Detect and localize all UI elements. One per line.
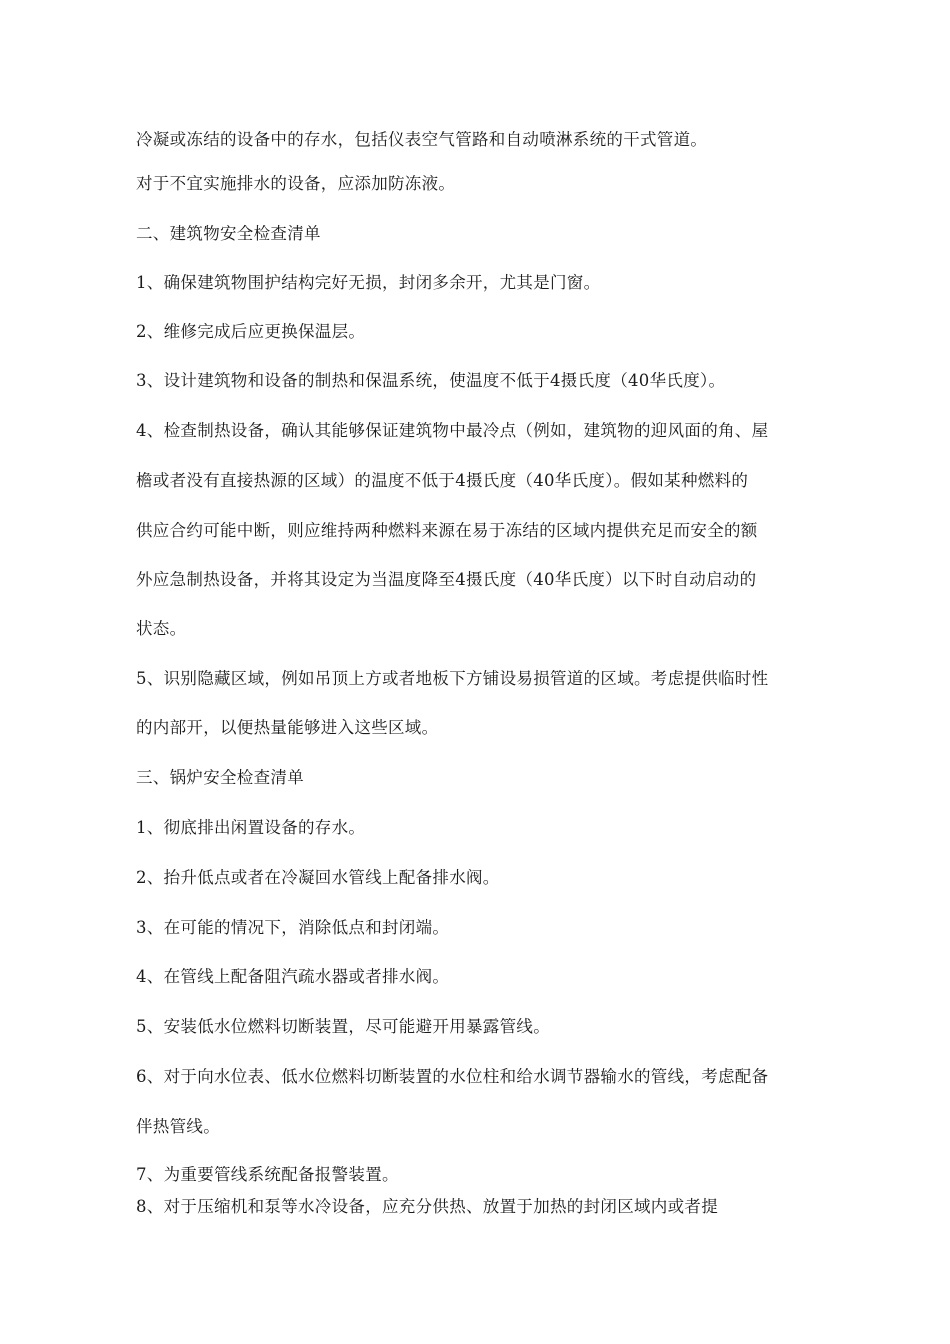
body-text-line: 的内部开，以便热量能够进入这些区域。 <box>136 718 439 737</box>
section-heading: 三、锅炉安全检查清单 <box>136 768 304 787</box>
body-text-line: 对于不宜实施排水的设备，应添加防冻液。 <box>136 174 456 193</box>
list-item: 7、为重要管线系统配备报警装置。 <box>136 1165 399 1184</box>
body-text-line: 冷凝或冻结的设备中的存水，包括仪表空气管路和自动喷淋系统的干式管道。 <box>136 130 708 149</box>
body-text-line: 供应合约可能中断，则应维持两种燃料来源在易于冻结的区域内提供充足而安全的额 <box>136 521 758 540</box>
body-text-line: 外应急制热设备，并将其设定为当温度降至4摄氏度（40华氏度）以下时自动启动的 <box>136 570 757 589</box>
list-item: 2、维修完成后应更换保温层。 <box>136 322 366 341</box>
list-item: 8、对于压缩机和泵等水冷设备，应充分供热、放置于加热的封闭区域内或者提 <box>136 1197 718 1216</box>
section-heading: 二、建筑物安全检查清单 <box>136 224 321 243</box>
list-item: 1、彻底排出闲置设备的存水。 <box>136 818 366 837</box>
body-text-line: 檐或者没有直接热源的区域）的温度不低于4摄氏度（40华氏度）。假如某种燃料的 <box>136 471 749 490</box>
body-text-line: 状态。 <box>136 619 187 638</box>
list-item: 4、在管线上配备阻汽疏水器或者排水阀。 <box>136 967 450 986</box>
list-item: 5、识别隐藏区域，例如吊顶上方或者地板下方铺设易损管道的区域。考虑提供临时性 <box>136 669 769 688</box>
list-item: 1、确保建筑物围护结构完好无损，封闭多余开，尤其是门窗。 <box>136 273 601 292</box>
list-item: 2、抬升低点或者在冷凝回水管线上配备排水阀。 <box>136 868 500 887</box>
list-item: 3、设计建筑物和设备的制热和保温系统，使温度不低于4摄氏度（40华氏度）。 <box>136 371 726 390</box>
list-item: 5、安装低水位燃料切断装置，尽可能避开用暴露管线。 <box>136 1017 550 1036</box>
list-item: 6、对于向水位表、低水位燃料切断装置的水位柱和给水调节器输水的管线，考虑配备 <box>136 1067 769 1086</box>
body-text-line: 伴热管线。 <box>136 1117 220 1136</box>
list-item: 4、检查制热设备，确认其能够保证建筑物中最冷点（例如，建筑物的迎风面的角、屋 <box>136 421 769 440</box>
list-item: 3、在可能的情况下，消除低点和封闭端。 <box>136 918 450 937</box>
